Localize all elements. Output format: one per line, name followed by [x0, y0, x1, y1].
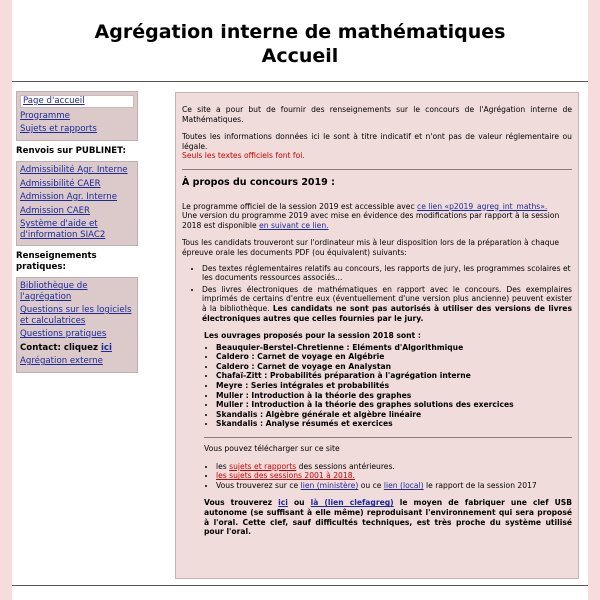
programme-diff-link[interactable]: en suivant ce lien. [259, 220, 329, 230]
download-item [216, 481, 572, 491]
book-item: • Meyre : Series intégrales et probabilités [216, 381, 572, 391]
programme-diff-text: Une version du programme 2019 avec mise en évidence des modifications par rapport à la session 2018 est disponible [182, 211, 560, 230]
candidates-text: Tous les candidats trouveront sur l'ordinateur mis à leur disposition lors de la préparation à chaque épreuve orale les documents PDF (ou équivalent) suivants: [182, 238, 560, 257]
download-list [204, 462, 572, 491]
rapport-local-link[interactable]: lien (local) [383, 480, 424, 490]
book-item: • Beauquier-Berstel-Chretienne : Eléments d'Algorithmique [216, 343, 572, 353]
publinet-link-admission-caer[interactable]: Admission CAER [20, 205, 91, 216]
main-content [175, 92, 579, 579]
nav-sujets-link[interactable]: Sujets et rapports [20, 124, 97, 134]
practical-box [16, 277, 138, 373]
contact-link[interactable]: ici [100, 342, 112, 353]
usb-text: ou [287, 498, 311, 508]
programme-2019-link[interactable]: ce lien «p2019_agreg_int_maths». [417, 201, 548, 211]
publinet-link-admissibilite-caer[interactable]: Admissibilité CAER [20, 178, 101, 189]
nav-programme-link[interactable]: Programme [20, 110, 70, 121]
rapport-ministere-link[interactable]: lien (ministère) [300, 480, 359, 490]
practical-link-questions[interactable]: Questions pratiques [20, 329, 107, 339]
sujets-rapports-link[interactable]: sujets et rapports [229, 461, 297, 471]
ebooks-text: Des livres électroniques de mathématiques en rapport avec le concours. Des exemplaires imprimés de certains d'entre eux (éventuellement d'une version plus ancienne) peuvent exister à la bibliothèque. [202, 284, 572, 313]
usb-text: le moyen de fabriquer une clef USB autonome (se suffisant à elle même) reproduisant l'environnement qui sera proposé à l'oral. Cette clef, sauf difficultés techniques, est très proche du système utilisé pour l'oral. [204, 498, 572, 537]
sidebar [16, 91, 138, 366]
usb-ici-link[interactable]: ici [278, 498, 288, 508]
publinet-heading: Renvois sur PUBLINET: [16, 145, 126, 156]
page-header [12, 0, 588, 80]
footer-divider [12, 585, 588, 586]
download-text: le rapport de la session 2017 [423, 480, 537, 490]
intro-text: Ce site a pour but de fournir des renseignements sur le concours de l'Agrégation interne de Mathématiques. [182, 105, 572, 124]
practical-link-logiciels[interactable]: Questions sur les logiciels et calculatrices [20, 305, 132, 326]
book-item: • Skandalis : Algèbre générale et algèbre linéaire [216, 410, 572, 420]
sujets-2001-2018-link[interactable]: les sujets des sessions 2001 à 2018. [216, 471, 355, 481]
disclaimer-text: Toutes les informations données ici le sont à titre indicatif et n'ont pas de valeur réglementaire ou légale. [182, 132, 572, 151]
page-title: Agrégation interne de mathématiques [94, 21, 506, 43]
book-item: • Caldero : Carnet de voyage en Analystan [216, 362, 572, 372]
books-heading: Les ouvrages proposés pour la session 2018 sont : [204, 331, 421, 341]
download-divider [204, 437, 572, 438]
disclaimer-paragraph [182, 132, 572, 161]
download-section [182, 444, 572, 490]
download-item [216, 471, 572, 481]
books-list [204, 343, 572, 429]
nav-home-link[interactable]: Page d'accueil [20, 95, 134, 108]
book-item: • Skandalis : Analyse résumés et exercices [216, 419, 572, 429]
books-section [182, 331, 572, 429]
practical-link-bibliotheque[interactable]: Bibliothèque de l'agrégation [20, 281, 88, 302]
header-divider [12, 81, 588, 82]
book-item: • Caldero : Carnet de voyage en Algébrie [216, 352, 572, 362]
contact-label: Contact: cliquez [20, 342, 101, 353]
documents-list [182, 264, 572, 324]
publinet-link-siac2[interactable]: Système d'aide et d'information SIAC2 [20, 219, 106, 240]
download-item [216, 462, 572, 472]
download-text: ou ce [358, 480, 384, 490]
book-item: • Muller : Introduction à la théorie des graphes [216, 391, 572, 401]
official-texts-note: Seuls les textes officiels font foi. [182, 151, 305, 161]
list-item [202, 285, 572, 323]
page-subtitle: Accueil [261, 45, 339, 67]
contact-line [20, 343, 134, 354]
book-item: • Muller : Introduction à la théorie des graphes solutions des exercices [216, 400, 572, 410]
external-agregation-link[interactable]: Agrégation externe [20, 356, 103, 366]
list-item: • Des textes réglementaires relatifs au concours, les rapports de jury, les programmes scolaires et les documents ressources associés... [202, 264, 572, 283]
download-text: les [216, 461, 230, 471]
sidebar-nav-box [16, 91, 138, 141]
publinet-link-admission-agr[interactable]: Admission Agr. Interne [20, 192, 118, 202]
publinet-box [16, 161, 138, 246]
download-text: des sessions antérieures. [296, 461, 395, 471]
publinet-link-admissibilite-agr[interactable]: Admissibilité Agr. Interne [20, 165, 128, 175]
download-text: Vous trouverez sur ce [216, 480, 301, 490]
ebooks-warning: Les candidats ne sont pas autorisés à utiliser des versions de livres électroniques autres que celles fournies par le jury. [202, 303, 572, 323]
book-item: • Chafaï-Zitt : Probabilités préparation à l'agrégation interne [216, 371, 572, 381]
section-divider [182, 169, 572, 170]
section-title: À propos du concours 2019 : [182, 176, 335, 188]
usb-paragraph [182, 498, 572, 536]
programme-text: Le programme officiel de la session 2019 est accessible avec [182, 201, 418, 211]
practical-heading: Renseignements pratiques: [16, 251, 97, 272]
programme-paragraph [182, 202, 572, 231]
page [12, 0, 588, 600]
usb-text: Vous trouverez [204, 498, 279, 508]
download-heading: Vous pouvez télécharger sur ce site [204, 444, 340, 454]
usb-clefagreg-link[interactable]: là (lien clefagreg) [310, 498, 394, 508]
